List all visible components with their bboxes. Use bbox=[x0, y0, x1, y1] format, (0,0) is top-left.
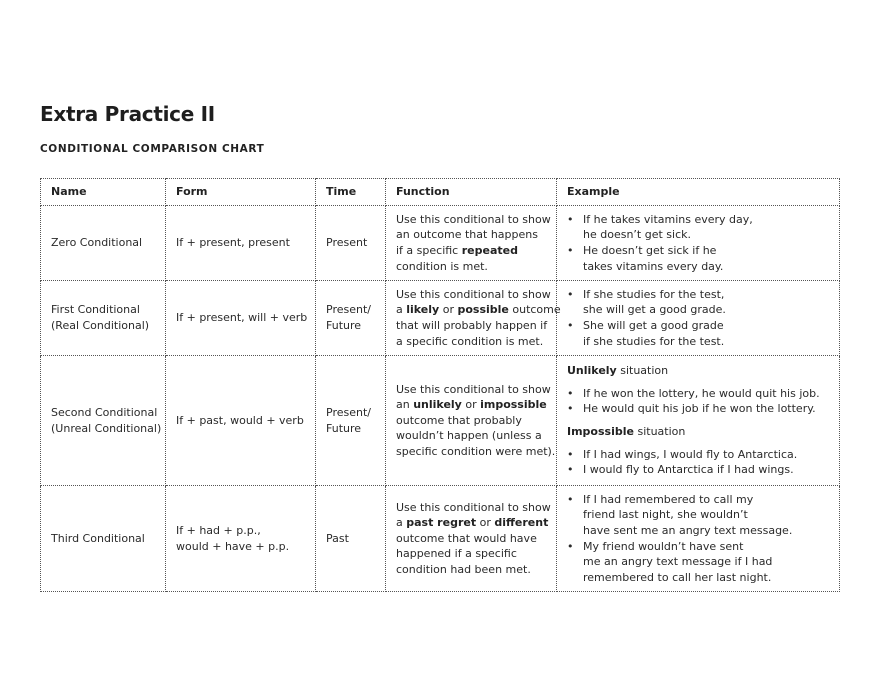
function-text: Use this conditional to show bbox=[396, 212, 551, 226]
function-line bbox=[396, 428, 546, 444]
function-line bbox=[396, 515, 549, 531]
example-line bbox=[567, 447, 829, 463]
example-text: have sent me an angry text message. bbox=[583, 523, 793, 537]
function-text: an bbox=[396, 398, 414, 412]
cell-form bbox=[166, 281, 316, 356]
function-text: or bbox=[461, 398, 481, 412]
cell-name bbox=[40, 356, 166, 486]
cell-function bbox=[386, 281, 561, 356]
bullet-icon: • bbox=[567, 287, 574, 301]
bullet-icon: • bbox=[567, 386, 574, 400]
example-text: If he won the lottery, he would quit his job. bbox=[583, 386, 820, 400]
example-text: me an angry text message if I had bbox=[583, 555, 773, 569]
function-text: a bbox=[396, 303, 407, 317]
name-text: (Unreal Conditional) bbox=[51, 421, 162, 435]
spacer bbox=[567, 417, 829, 424]
function-text: Use this conditional to show bbox=[396, 382, 551, 396]
emphasis-text: different bbox=[494, 516, 549, 530]
bullet-icon: • bbox=[567, 244, 574, 257]
example-line bbox=[567, 243, 829, 259]
example-text: My friend wouldn’t have sent bbox=[583, 539, 744, 553]
cell-example bbox=[557, 281, 840, 356]
header-function bbox=[386, 178, 557, 206]
example-line bbox=[567, 318, 829, 334]
example-text: If I had wings, I would fly to Antarctica. bbox=[583, 447, 798, 461]
function-line bbox=[396, 287, 551, 303]
function-line bbox=[396, 413, 546, 429]
time-text: Present bbox=[326, 236, 368, 250]
function-line bbox=[396, 243, 546, 259]
function-text: wouldn’t happen (unless a bbox=[396, 429, 542, 443]
example-line bbox=[567, 539, 829, 555]
function-text: or bbox=[476, 516, 495, 530]
function-text: outcome that probably bbox=[396, 413, 522, 427]
function-text: Use this conditional to show bbox=[396, 287, 551, 301]
function-text: a bbox=[396, 516, 407, 530]
time-text: Present/ bbox=[326, 303, 371, 317]
cell-form bbox=[166, 206, 316, 281]
example-line bbox=[567, 212, 829, 228]
header-form bbox=[166, 178, 316, 206]
cell-example bbox=[557, 206, 840, 281]
time-text: Future bbox=[326, 319, 362, 332]
function-text: a specific condition is met. bbox=[396, 334, 544, 348]
header-time bbox=[316, 178, 386, 206]
example-line bbox=[567, 492, 829, 508]
function-text: condition is met. bbox=[396, 259, 488, 273]
function-text: condition had been met. bbox=[396, 562, 531, 576]
header-name bbox=[40, 178, 166, 206]
function-text: if a specific bbox=[396, 244, 462, 257]
cell-time bbox=[316, 486, 386, 592]
time-text: Present/ bbox=[326, 405, 371, 419]
function-text: outcome bbox=[508, 303, 561, 317]
example-text: she will get a good grade. bbox=[583, 303, 726, 317]
cell-name bbox=[40, 206, 166, 281]
bullet-icon: • bbox=[567, 539, 574, 553]
cell-name bbox=[40, 486, 166, 592]
function-line bbox=[396, 397, 546, 413]
example-text: takes vitamins every day. bbox=[583, 259, 724, 273]
form-text: would + have + p.p. bbox=[176, 539, 290, 553]
name-text: (Real Conditional) bbox=[51, 319, 150, 332]
bullet-icon: • bbox=[567, 447, 574, 461]
cell-name bbox=[40, 281, 166, 356]
emphasis-text: impossible bbox=[480, 398, 547, 412]
function-line bbox=[396, 382, 551, 398]
bullet-icon: • bbox=[567, 212, 574, 226]
conditional-comparison-table bbox=[40, 178, 840, 592]
example-line bbox=[567, 570, 829, 586]
header-label: Name bbox=[51, 185, 87, 199]
function-text: specific condition were met). bbox=[396, 444, 556, 458]
chart-subtitle: CONDITIONAL COMPARISON CHART bbox=[40, 143, 265, 155]
example-text: I would fly to Antarctica if I had wings. bbox=[583, 463, 794, 477]
function-text: that will probably happen if bbox=[396, 319, 548, 332]
form-text: If + present, present bbox=[176, 236, 290, 250]
time-text: Future bbox=[326, 421, 362, 435]
header-label: Time bbox=[326, 185, 357, 199]
situation-label: Unlikely bbox=[567, 364, 617, 378]
situation-label: Impossible bbox=[567, 425, 634, 438]
example-line bbox=[567, 401, 829, 417]
example-text: She will get a good grade bbox=[583, 319, 724, 332]
bullet-icon: • bbox=[567, 492, 574, 506]
cell-form bbox=[166, 486, 316, 592]
cell-time bbox=[316, 206, 386, 281]
cell-function bbox=[386, 486, 557, 592]
emphasis-text: possible bbox=[457, 303, 509, 317]
form-text: If + present, will + verb bbox=[176, 311, 308, 325]
function-line bbox=[396, 318, 546, 334]
cell-example bbox=[557, 356, 840, 486]
form-text: If + past, would + verb bbox=[176, 413, 304, 427]
function-line bbox=[396, 500, 551, 516]
function-text: happened if a specific bbox=[396, 547, 517, 561]
example-line bbox=[567, 227, 829, 243]
example-line bbox=[567, 334, 829, 350]
example-text: if she studies for the test. bbox=[583, 334, 725, 348]
example-line bbox=[567, 386, 829, 402]
emphasis-text: unlikely bbox=[413, 398, 462, 412]
example-line bbox=[567, 554, 829, 570]
bullet-icon: • bbox=[567, 402, 574, 416]
bullet-icon: • bbox=[567, 319, 574, 332]
function-line bbox=[396, 546, 546, 562]
name-text: First Conditional bbox=[51, 303, 140, 317]
example-line bbox=[567, 287, 829, 303]
time-text: Past bbox=[326, 531, 349, 545]
form-text: If + had + p.p., bbox=[176, 523, 261, 537]
name-text: Zero Conditional bbox=[51, 236, 143, 250]
emphasis-text: past regret bbox=[406, 516, 477, 530]
example-line bbox=[567, 523, 829, 539]
function-line bbox=[396, 227, 546, 243]
example-text: he doesn’t get sick. bbox=[583, 228, 691, 242]
cell-function bbox=[386, 356, 557, 486]
example-text: remembered to call her last night. bbox=[583, 570, 772, 584]
example-line bbox=[567, 302, 829, 318]
function-line bbox=[396, 212, 551, 228]
example-text: If I had remembered to call my bbox=[583, 492, 754, 506]
name-text: Third Conditional bbox=[51, 531, 145, 545]
function-line bbox=[396, 444, 556, 460]
function-text: an outcome that happens bbox=[396, 228, 538, 242]
function-line bbox=[396, 531, 546, 547]
name-text: Second Conditional bbox=[51, 405, 158, 419]
function-line bbox=[396, 302, 561, 318]
function-text: Use this conditional to show bbox=[396, 500, 551, 514]
function-line bbox=[396, 334, 546, 350]
situation-text: situation bbox=[633, 425, 686, 438]
bullet-icon: • bbox=[567, 463, 574, 477]
example-text: He would quit his job if he won the lottery. bbox=[583, 402, 816, 416]
cell-time bbox=[316, 356, 386, 486]
function-line bbox=[396, 259, 546, 275]
function-line bbox=[396, 562, 546, 578]
header-label: Form bbox=[176, 185, 208, 199]
cell-time bbox=[316, 281, 386, 356]
function-text: outcome that would have bbox=[396, 531, 537, 545]
header-example bbox=[557, 178, 840, 206]
situation-text: situation bbox=[616, 364, 669, 378]
emphasis-text: repeated bbox=[461, 244, 518, 257]
situation-heading bbox=[567, 363, 829, 379]
cell-form bbox=[166, 356, 316, 486]
example-text: If she studies for the test, bbox=[583, 287, 725, 301]
example-text: He doesn’t get sick if he bbox=[583, 244, 717, 257]
page-title: Extra Practice II bbox=[40, 102, 215, 126]
example-text: friend last night, she wouldn’t bbox=[583, 508, 748, 522]
situation-heading bbox=[567, 424, 829, 440]
emphasis-text: likely bbox=[406, 303, 440, 317]
header-label: Example bbox=[567, 185, 620, 199]
cell-example bbox=[557, 486, 840, 592]
example-line bbox=[567, 259, 829, 275]
example-text: If he takes vitamins every day, bbox=[583, 212, 753, 226]
cell-function bbox=[386, 206, 557, 281]
example-line bbox=[567, 507, 829, 523]
header-label: Function bbox=[396, 185, 450, 199]
function-text: or bbox=[439, 303, 458, 317]
example-line bbox=[567, 462, 829, 478]
